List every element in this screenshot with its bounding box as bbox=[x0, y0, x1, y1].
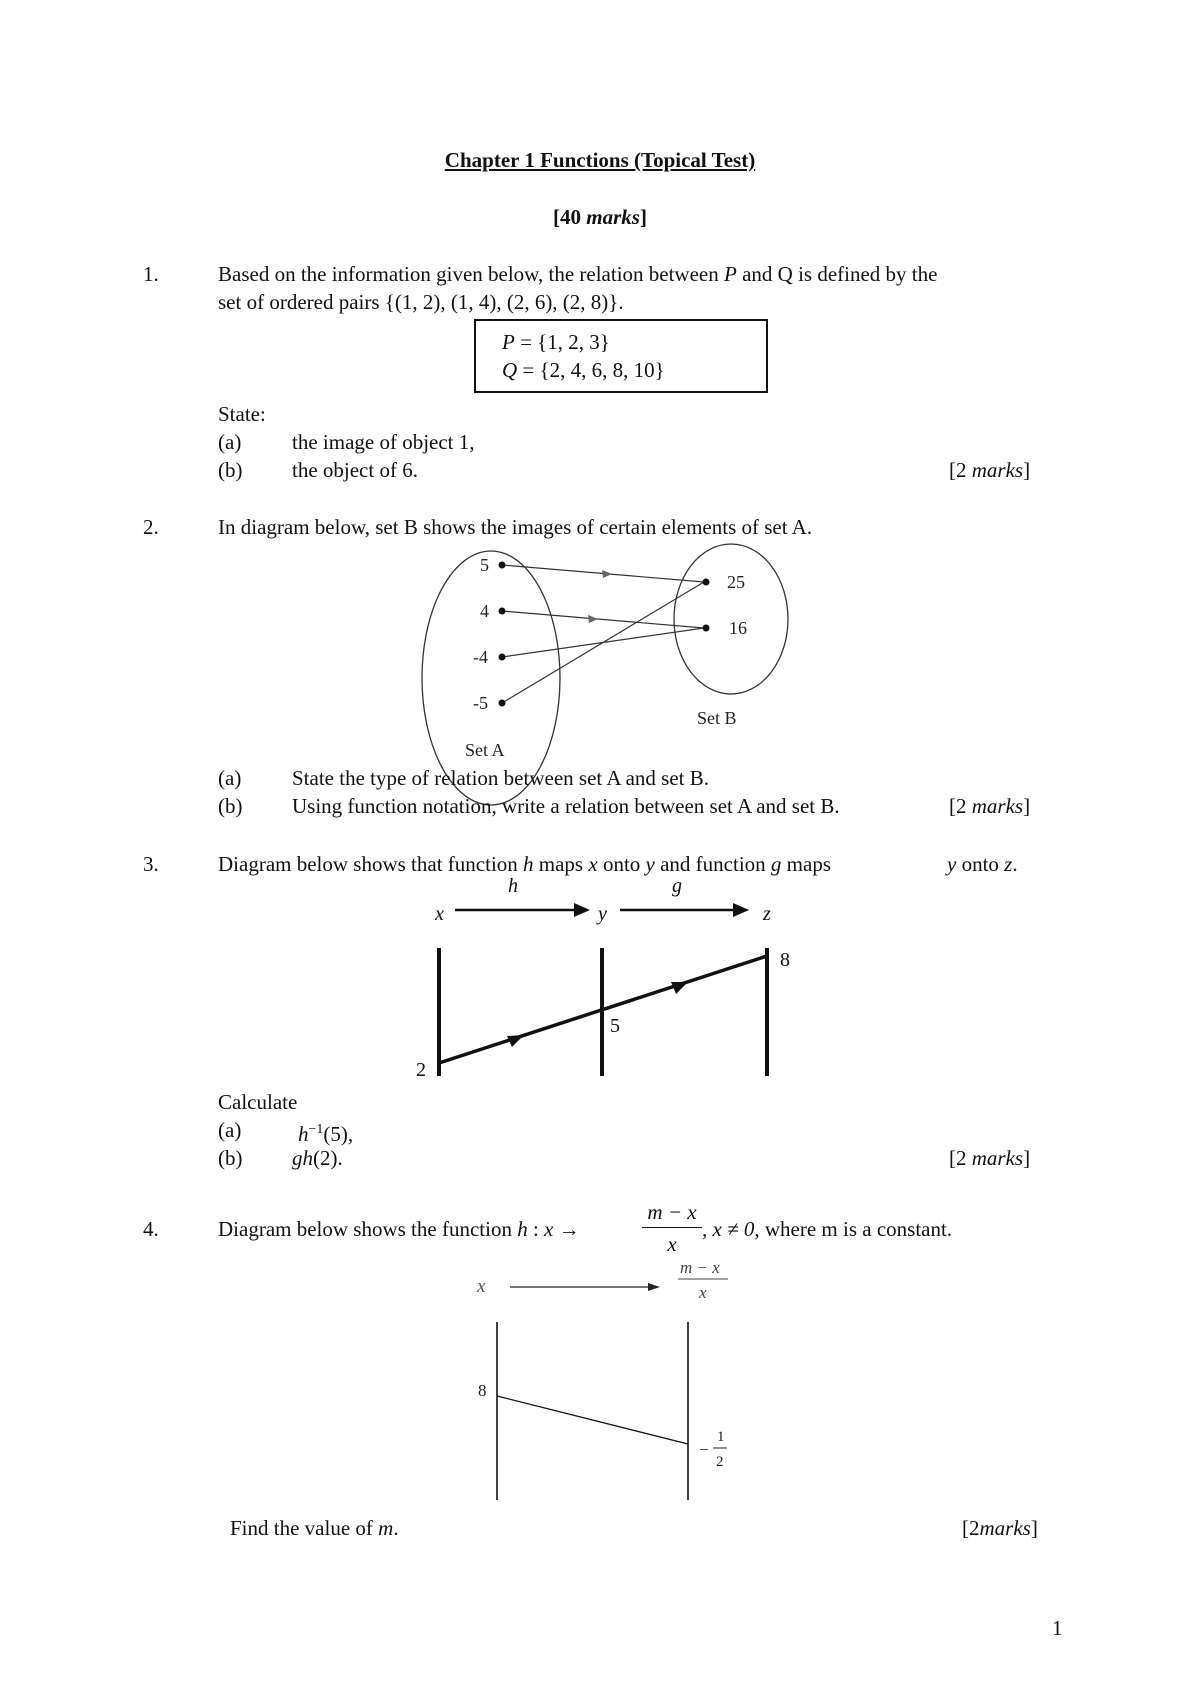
q1-set-p-var: P bbox=[502, 330, 515, 354]
q4-func-h: h bbox=[517, 1217, 528, 1241]
set-a-element-2: 4 bbox=[480, 601, 489, 621]
q1-marks-open: [2 bbox=[949, 458, 972, 482]
q4-frac-num bbox=[642, 1200, 702, 1224]
set-b-element-2: 16 bbox=[729, 618, 747, 638]
mapping-arrowhead-1 bbox=[507, 1035, 524, 1047]
q4-diagram-x-label: x bbox=[477, 1276, 486, 1297]
q4-arrowhead bbox=[648, 1283, 660, 1291]
q4-value-frac-den: 2 bbox=[716, 1454, 724, 1470]
q4-text bbox=[218, 1217, 580, 1241]
set-a-label: Set A bbox=[465, 740, 505, 760]
q4-frac-den-text: x bbox=[667, 1232, 677, 1256]
q1-b-text: the object of 6. bbox=[292, 458, 418, 482]
q3-text-5: maps bbox=[781, 852, 831, 876]
q4-func-x: x bbox=[544, 1217, 554, 1241]
q3-text-h: h bbox=[523, 852, 534, 876]
q2-arrow-diagram bbox=[0, 540, 1200, 780]
set-a-dot-4 bbox=[499, 700, 506, 707]
q3-text-g: g bbox=[770, 852, 782, 876]
q2-b-label: (b) bbox=[218, 794, 243, 818]
diagram-x-label: x bbox=[435, 903, 444, 925]
q2-marks-close: ] bbox=[1023, 794, 1031, 818]
q3-marks-open: [2 bbox=[949, 1146, 972, 1170]
q4-value-8: 8 bbox=[478, 1381, 487, 1400]
q3-text-y2: y bbox=[947, 852, 957, 876]
set-a-element-4: -5 bbox=[473, 693, 488, 713]
q3-text-4: and function bbox=[654, 852, 771, 876]
q3-calculate: Calculate bbox=[218, 1090, 298, 1114]
q1-set-q-rest: = {2, 4, 6, 8, 10} bbox=[517, 358, 665, 382]
total-marks-close: ] bbox=[639, 205, 647, 229]
q1-set-p bbox=[502, 330, 610, 354]
q3-b-text bbox=[292, 1146, 343, 1170]
q3-b-arg: (2). bbox=[313, 1146, 343, 1170]
q3-marks bbox=[949, 1146, 1030, 1170]
set-a-dot-1 bbox=[499, 562, 506, 569]
q1-text-line1 bbox=[218, 262, 937, 286]
q3-a-sup: −1 bbox=[308, 1122, 324, 1137]
q4-mapping-diagram bbox=[0, 1250, 1200, 1510]
q1-a-label: (a) bbox=[218, 430, 242, 454]
q2-number: 2. bbox=[143, 515, 159, 539]
page-title: Chapter 1 Functions (Topical Test) bbox=[444, 148, 756, 172]
set-a-dot-2 bbox=[499, 608, 506, 615]
q1-text-line2: set of ordered pairs {(1, 2), (1, 4), (2, 6), (2, 8)}. bbox=[218, 290, 624, 314]
q4-text-pre: Diagram below shows the function bbox=[218, 1217, 518, 1241]
q2-marks-open: [2 bbox=[949, 794, 972, 818]
q4-text-end bbox=[702, 1217, 952, 1241]
q4-text-post: , where m is a constant. bbox=[754, 1217, 953, 1241]
mapping-arrowhead-2 bbox=[671, 982, 688, 994]
q4-find-end: . bbox=[393, 1516, 399, 1540]
q3-text-7: . bbox=[1012, 852, 1018, 876]
g-arrowhead bbox=[733, 903, 749, 917]
q3-a-label: (a) bbox=[218, 1118, 242, 1142]
q1-set-q-var: Q bbox=[502, 358, 518, 382]
q2-b-text: Using function notation, write a relation between set A and set B. bbox=[292, 794, 840, 818]
q1-marks bbox=[949, 458, 1030, 482]
q4-find bbox=[230, 1516, 399, 1540]
q3-marks-word: marks bbox=[971, 1146, 1024, 1170]
q3-marks-close: ] bbox=[1023, 1146, 1031, 1170]
q4-frac-bar bbox=[642, 1227, 702, 1228]
diagram-h-label: h bbox=[508, 875, 518, 897]
q4-cond: , x ≠ 0 bbox=[702, 1217, 755, 1241]
q3-text-1: Diagram below shows that function bbox=[218, 852, 524, 876]
set-a-element-3: -4 bbox=[473, 647, 488, 667]
q3-text-3: onto bbox=[597, 852, 646, 876]
q3-b-label: (b) bbox=[218, 1146, 243, 1170]
q4-number: 4. bbox=[143, 1217, 159, 1241]
page-number: 1 bbox=[1052, 1616, 1063, 1640]
q4-mapping-line bbox=[497, 1396, 688, 1444]
map-line-neg5-25 bbox=[502, 582, 704, 703]
q4-marks-word: marks bbox=[979, 1516, 1031, 1540]
q1-set-q bbox=[502, 358, 665, 382]
q3-text-2: maps bbox=[533, 852, 589, 876]
q4-value-frac-num: 1 bbox=[717, 1429, 725, 1445]
q3-a-func: h bbox=[298, 1122, 309, 1146]
q4-marks-close: ] bbox=[1030, 1516, 1038, 1540]
q4-diagram-frac-den: x bbox=[699, 1283, 707, 1302]
diagram-y-label: y bbox=[598, 903, 607, 925]
q4-func-colon: : bbox=[527, 1217, 545, 1241]
q3-a-text bbox=[298, 1118, 353, 1146]
diagram-z-label: z bbox=[763, 903, 771, 925]
diagram-g-label: g bbox=[672, 875, 682, 897]
q2-marks bbox=[949, 794, 1030, 818]
q1-number: 1. bbox=[143, 262, 159, 286]
q3-b-func: gh bbox=[292, 1146, 313, 1170]
q4-value-neg: − bbox=[699, 1440, 709, 1459]
q2-marks-word: marks bbox=[971, 794, 1024, 818]
q2-text: In diagram below, set B shows the images of certain elements of set A. bbox=[218, 515, 813, 539]
total-marks-number: [40 bbox=[553, 205, 582, 229]
q4-frac-num-text: m − x bbox=[647, 1200, 697, 1224]
q1-marks-close: ] bbox=[1023, 458, 1031, 482]
value-y-5: 5 bbox=[610, 1015, 620, 1037]
q3-a-arg: (5), bbox=[323, 1122, 354, 1146]
value-x-2: 2 bbox=[416, 1059, 426, 1081]
value-z-8: 8 bbox=[780, 949, 790, 971]
q1-text-var: P bbox=[724, 262, 737, 286]
q3-text-y: y bbox=[645, 852, 655, 876]
q2-a-label: (a) bbox=[218, 766, 242, 790]
q4-find-var: m bbox=[378, 1516, 394, 1540]
q1-text-post: and Q is defined by the bbox=[736, 262, 938, 286]
set-a-dot-3 bbox=[499, 654, 506, 661]
q4-marks-open: [2 bbox=[962, 1516, 980, 1540]
arrowhead-1 bbox=[602, 570, 612, 578]
q1-text-pre: Based on the information given below, the relation between bbox=[218, 262, 724, 286]
h-arrowhead bbox=[574, 903, 590, 917]
set-b-dot-1 bbox=[703, 579, 710, 586]
q1-a-text: the image of object 1, bbox=[292, 430, 475, 454]
q3-text-6: onto bbox=[956, 852, 1005, 876]
arrowhead-2 bbox=[588, 615, 598, 623]
set-b-label: Set B bbox=[697, 708, 737, 728]
q3-text-x: x bbox=[588, 852, 598, 876]
q4-marks bbox=[962, 1516, 1038, 1540]
q1-set-p-rest: = {1, 2, 3} bbox=[514, 330, 610, 354]
q1-marks-word: marks bbox=[971, 458, 1024, 482]
q3-text-z: z bbox=[1004, 852, 1013, 876]
q3-mapping-diagram bbox=[0, 870, 1200, 1081]
set-b-element-1: 25 bbox=[727, 572, 745, 592]
set-a-element-1: 5 bbox=[480, 555, 489, 575]
q4-diagram-frac-num: m − x bbox=[680, 1258, 720, 1277]
q1-b-label: (b) bbox=[218, 458, 243, 482]
total-marks-word: marks bbox=[586, 205, 640, 229]
q3-number: 3. bbox=[143, 852, 159, 876]
total-marks bbox=[0, 205, 1200, 229]
q2-a-text: State the type of relation between set A and set B. bbox=[292, 766, 709, 790]
q4-func-arrow: → bbox=[553, 1217, 580, 1241]
set-b-dot-2 bbox=[703, 625, 710, 632]
q4-find-text: Find the value of bbox=[230, 1516, 379, 1540]
q1-state: State: bbox=[218, 402, 266, 426]
